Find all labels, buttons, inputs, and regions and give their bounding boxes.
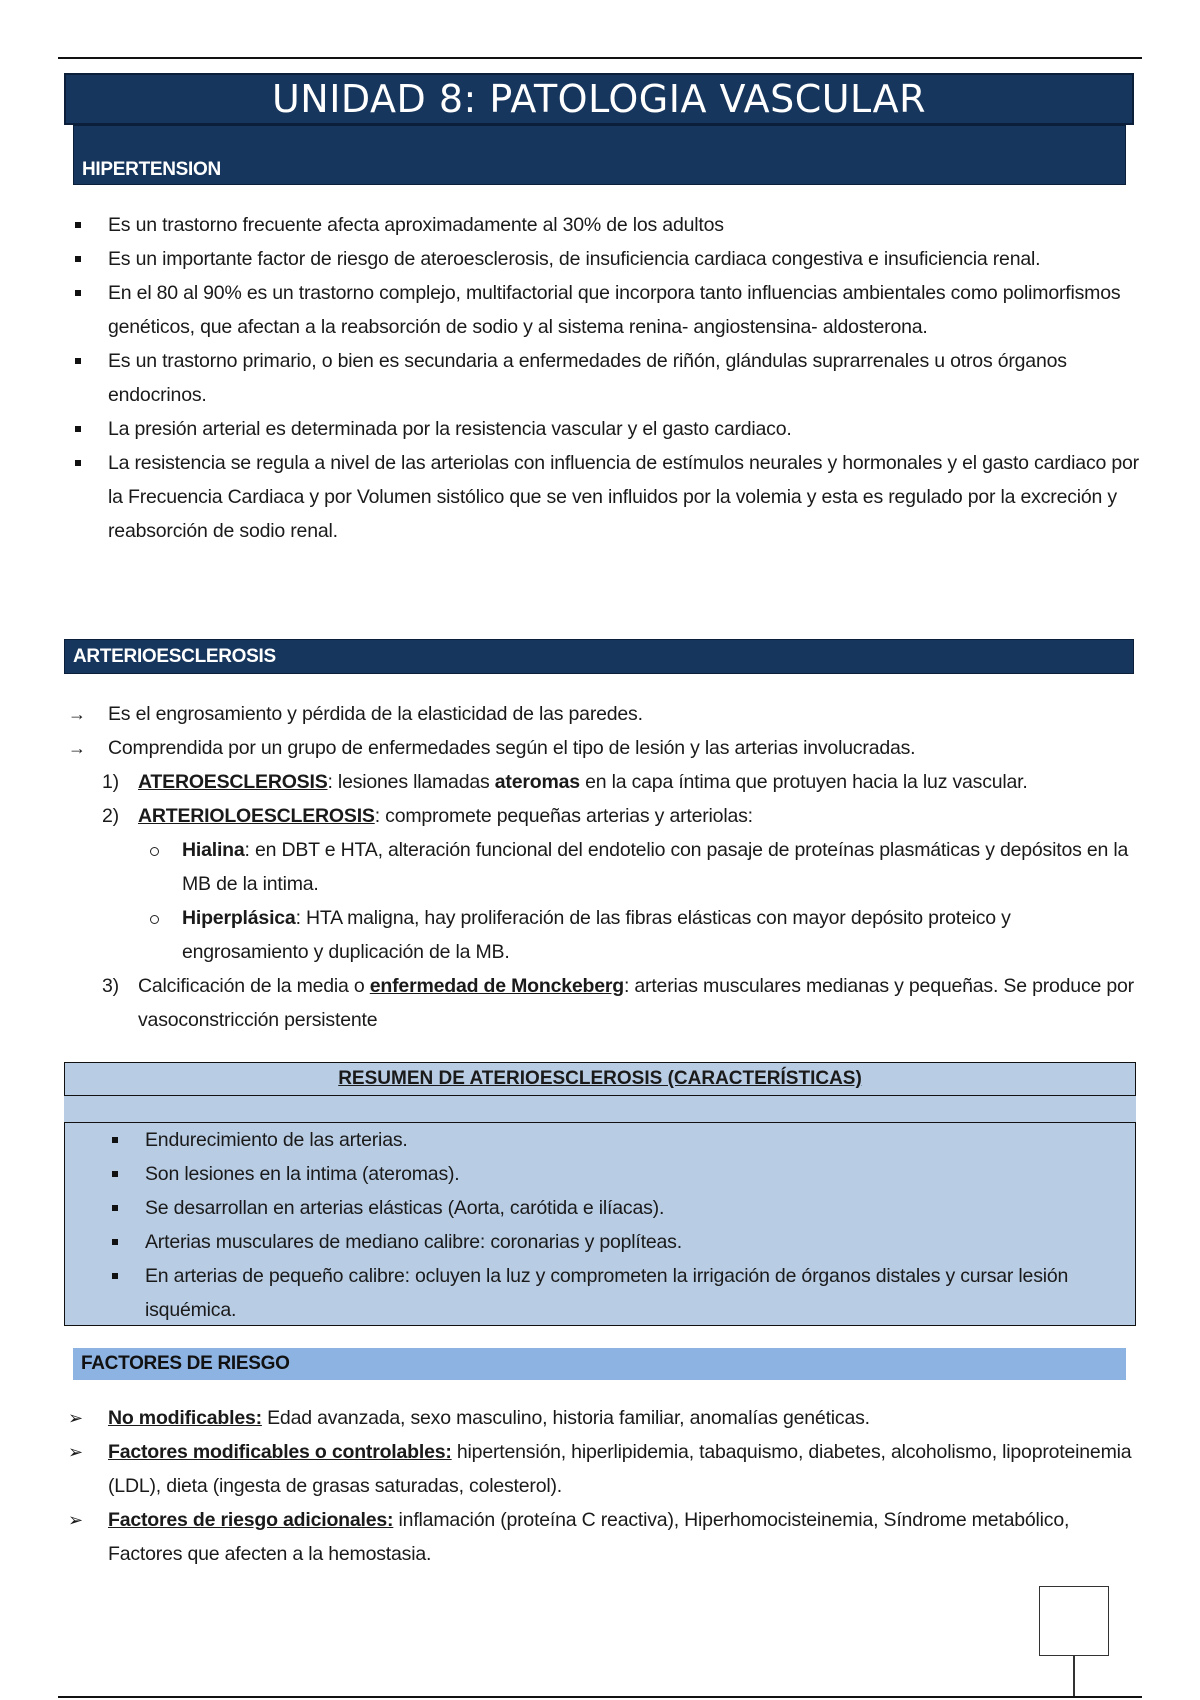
- sub-item-hiperplasica: [138, 901, 1140, 969]
- list-item: → Comprendida por un grupo de enfermedades según el tipo de lesión y las arterias involucradas.: [64, 731, 1140, 765]
- summary-box: [64, 1122, 1136, 1326]
- item-text: Edad avanzada, sexo masculino, historia familiar, anomalías genéticas.: [261, 1407, 870, 1429]
- section-heading-hipertension: HIPERTENSION: [73, 125, 1126, 185]
- list-item: Son lesiones en la intima (ateromas).: [101, 1157, 1101, 1191]
- term-ateromas: ateromas: [494, 771, 580, 793]
- list-item: → Es el engrosamiento y pérdida de la elasticidad de las paredes.: [64, 697, 1140, 731]
- numbered-item-3: [102, 969, 1140, 1037]
- arterio-arrow-list: [64, 697, 1140, 765]
- hipertension-list: [64, 208, 1140, 548]
- corner-box: [1039, 1586, 1109, 1656]
- numbered-item-2: [102, 799, 1140, 969]
- item-number: 1): [102, 771, 119, 793]
- term-hiperplasica: Hiperplásica: [182, 907, 296, 929]
- term-no-modificables: No modificables:: [108, 1407, 262, 1429]
- list-item: En arterias de pequeño calibre: ocluyen la luz y comprometen la irrigación de órganos distales y cursar lesión isquémica.: [101, 1259, 1101, 1327]
- term-arterioloesclerosis: ARTERIOLOESCLEROSIS: [138, 805, 375, 827]
- section-heading-factores: FACTORES DE RIESGO: [73, 1348, 1126, 1380]
- term-ateroesclerosis: ATEROESCLEROSIS: [138, 771, 328, 793]
- sub-item-hialina: [138, 833, 1140, 901]
- corner-line: [1073, 1656, 1075, 1698]
- summary-heading: RESUMEN DE ATERIOESCLEROSIS (CARACTERÍSTICAS): [64, 1062, 1136, 1096]
- arterio-sub-list: [138, 833, 1140, 969]
- bottom-rule: [58, 1696, 1142, 1698]
- item-text: : lesiones llamadas: [327, 771, 495, 793]
- numbered-item-1: [102, 765, 1140, 799]
- summary-spacer: [64, 1096, 1136, 1122]
- item-text: : en DBT e HTA, alteración funcional del endotelio con pasaje de proteínas plasmáticas y depósitos en la MB de la intima.: [182, 839, 1129, 895]
- item-text: Calcificación de la media o: [138, 975, 370, 997]
- item-text: inflamación (proteína C reactiva), Hiperhomocisteinemia, Síndrome metabólico, Factores que afecten a la hemostasia.: [108, 1509, 1070, 1565]
- term-monckeberg: enfermedad de Monckeberg: [369, 975, 624, 997]
- list-item: Es un importante factor de riesgo de ateroesclerosis, de insuficiencia cardiaca congestiva e insuficiencia renal.: [64, 242, 1140, 276]
- item-text: : HTA maligna, hay proliferación de las fibras elásticas con mayor depósito proteico y engrosamiento y duplicación de la MB.: [182, 907, 1011, 963]
- term-modificables: Factores modificables o controlables:: [108, 1441, 452, 1463]
- item-number: 3): [102, 975, 119, 997]
- term-adicionales: Factores de riesgo adicionales:: [108, 1509, 394, 1531]
- arterio-numbered-list: [102, 765, 1140, 1037]
- top-rule: [58, 57, 1142, 59]
- list-item: Se desarrollan en arterias elásticas (Aorta, carótida e ilíacas).: [101, 1191, 1101, 1225]
- item-text: hipertensión, hiperlipidemia, tabaquismo, diabetes, alcoholismo, lipoproteinemia (LDL), dieta (ingesta de grasas saturadas, colesterol).: [108, 1441, 1132, 1497]
- list-item: [64, 1435, 1140, 1503]
- list-item: Arterias musculares de mediano calibre: coronarias y poplíteas.: [101, 1225, 1101, 1259]
- list-item: [64, 1401, 1140, 1435]
- list-item: La resistencia se regula a nivel de las arteriolas con influencia de estímulos neurales y hormonales y el gasto cardiaco por la Frecuencia Cardiaca y por Volumen sistólico que se ven influidos por la volemia y esta es regulado por la excreción y reabsorción de sodio renal.: [64, 446, 1140, 548]
- item-text: : compromete pequeñas arterias y arteriolas:: [374, 805, 753, 827]
- item-number: 2): [102, 805, 119, 827]
- section-heading-arterioesclerosis: ARTERIOESCLEROSIS: [64, 639, 1134, 674]
- summary-list: [101, 1123, 1101, 1327]
- page-title: UNIDAD 8: PATOLOGIA VASCULAR: [64, 73, 1134, 125]
- list-item: Es un trastorno primario, o bien es secundaria a enfermedades de riñón, glándulas suprarrenales u otros órganos endocrinos.: [64, 344, 1140, 412]
- item-text: en la capa íntima que protuyen hacia la luz vascular.: [579, 771, 1028, 793]
- list-item: Es un trastorno frecuente afecta aproximadamente al 30% de los adultos: [64, 208, 1140, 242]
- item-text: : arterias musculares medianas y pequeñas. Se produce por vasoconstricción persistente: [138, 975, 1134, 1031]
- term-hialina: Hialina: [182, 839, 245, 861]
- list-item: La presión arterial es determinada por la resistencia vascular y el gasto cardiaco.: [64, 412, 1140, 446]
- factores-list: [64, 1401, 1140, 1571]
- list-item: Endurecimiento de las arterias.: [101, 1123, 1101, 1157]
- list-item: [64, 1503, 1140, 1571]
- list-item: En el 80 al 90% es un trastorno complejo, multifactorial que incorpora tanto influencias ambientales como polimorfismos genéticos, que afectan a la reabsorción de sodio y al sistema renina- angiostensina- aldosterona.: [64, 276, 1140, 344]
